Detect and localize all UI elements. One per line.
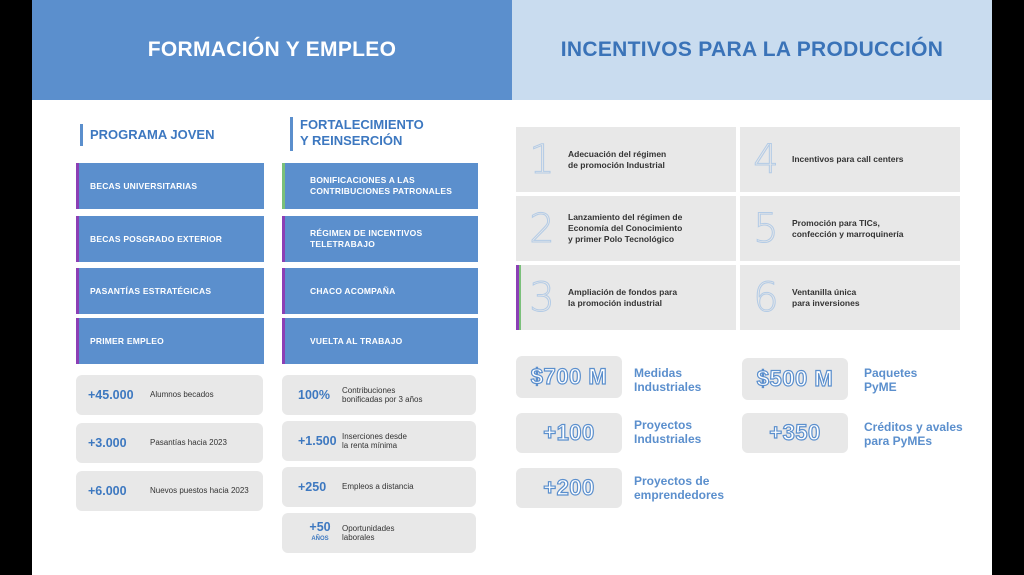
stat-alumnos: +45.000 Alumnos becados (76, 375, 263, 415)
metric-350: +350 (742, 413, 848, 453)
slide (32, 0, 992, 575)
stat-pasantias: +3.000 Pasantías hacia 2023 (76, 423, 263, 463)
stat-empleos-distancia: +250 Empleos a distancia (282, 467, 476, 507)
incentive-2: 2 Lanzamiento del régimen de Economía del Conocimiento y primer Polo Tecnológico (516, 196, 736, 261)
program-pasantias: PASANTÍAS ESTRATÉGICAS (76, 268, 264, 314)
program-teletrabajo: RÉGIMEN DE INCENTIVOS TELETRABAJO (282, 216, 478, 262)
col1-title: PROGRAMA JOVEN (80, 124, 214, 146)
program-primer-empleo: PRIMER EMPLEO (76, 318, 264, 364)
metric-100: +100 (516, 413, 622, 453)
col2-title: FORTALECIMIENTO Y REINSERCIÓN (290, 117, 424, 151)
metric-700m-label: Medidas Industriales (634, 366, 702, 394)
metric-500m-label: Paquetes PyME (864, 366, 918, 394)
stat-puestos: +6.000 Nuevos puestos hacia 2023 (76, 471, 263, 511)
incentive-1: 1 Adecuación del régimen de promoción Industrial (516, 127, 736, 192)
program-becas-posgrado: BECAS POSGRADO EXTERIOR (76, 216, 264, 262)
metric-200: +200 (516, 468, 622, 508)
stat-oportunidades: +50 AÑOS Oportunidades laborales (282, 513, 476, 553)
metric-100-label: Proyectos Industriales (634, 418, 702, 446)
program-vuelta-trabajo: VUELTA AL TRABAJO (282, 318, 478, 364)
stat-inserciones: +1.500 Inserciones desde la renta mínima (282, 421, 476, 461)
program-chaco-acompana: CHACO ACOMPAÑA (282, 268, 478, 314)
left-header: FORMACIÓN Y EMPLEO (32, 0, 512, 100)
metric-350-label: Créditos y avales para PyMEs (864, 420, 963, 448)
incentive-3: 3 Ampliación de fondos para la promoción industrial (516, 265, 736, 330)
program-becas-universitarias: BECAS UNIVERSITARIAS (76, 163, 264, 209)
stat-contribuciones: 100% Contribuciones bonificadas por 3 años (282, 375, 476, 415)
metric-500m: $500 M (742, 358, 848, 400)
program-bonificaciones: BONIFICACIONES A LAS CONTRIBUCIONES PATRONALES (282, 163, 478, 209)
incentive-6: 6 Ventanilla única para inversiones (740, 265, 960, 330)
incentive-4: 4 Incentivos para call centers (740, 127, 960, 192)
incentive-5: 5 Promoción para TICs, confección y marroquinería (740, 196, 960, 261)
metric-200-label: Proyectos de emprendedores (634, 474, 725, 502)
metric-700m: $700 M (516, 356, 622, 398)
right-header: INCENTIVOS PARA LA PRODUCCIÓN (512, 0, 992, 100)
